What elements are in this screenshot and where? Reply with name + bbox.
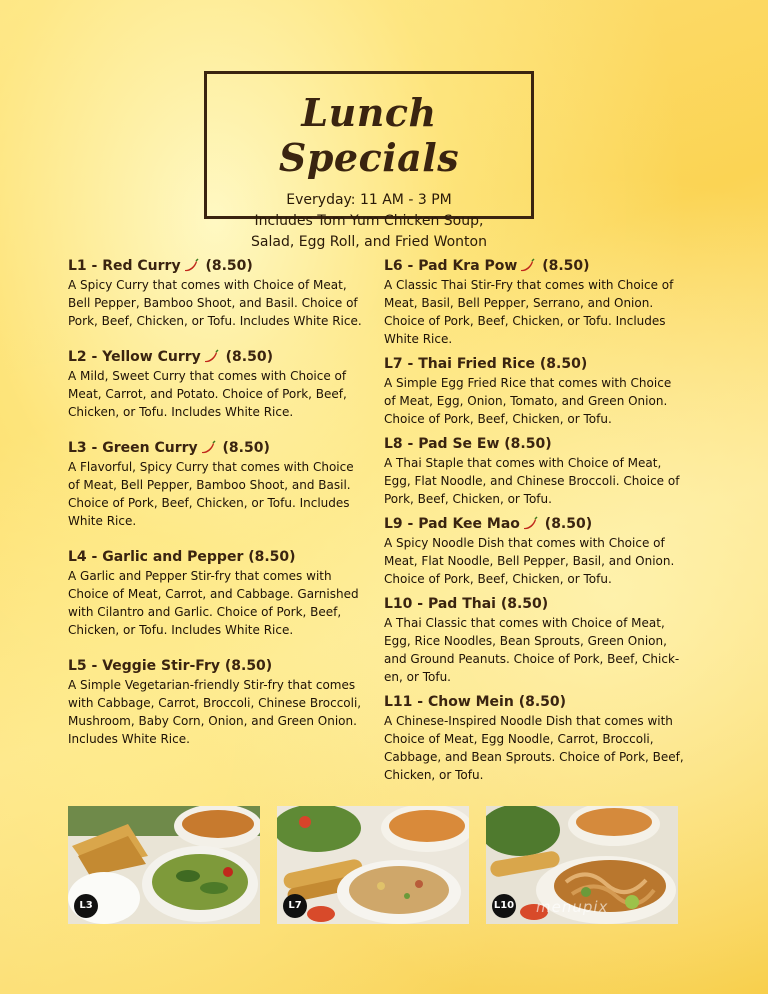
menu-item-description: A Spicy Curry that comes with Choice of Meat, Bell Pepper, Bamboo Shoot, and Basil. Choice of Pork, Beef, Chicken, or Tofu. Includes White Rice.	[68, 278, 362, 328]
menu-item	[68, 347, 368, 421]
food-photo-fried-rice	[277, 806, 469, 924]
menu-item	[384, 354, 684, 428]
menu-item	[68, 656, 368, 748]
menu-item	[384, 692, 684, 784]
header-box	[204, 71, 534, 250]
menu-item-price: (8.50)	[222, 440, 270, 456]
menu-item-name: L8 - Pad Se Ew	[384, 436, 500, 452]
menu-item-description: A Mild, Sweet Curry that comes with Choice of Meat, Carrot, and Potato. Choice of Pork, Beef, Chicken, or Tofu. Includes White Rice.	[68, 369, 347, 419]
menu-item	[384, 514, 684, 588]
menu-item-title	[68, 547, 368, 567]
menu-item-description: A Simple Egg Fried Rice that comes with Choice of Meat, Egg, Onion, Tomato, and Green Onion. Choice of Pork, Beef, Chicken, or Tofu.	[384, 376, 672, 426]
menu-item	[68, 256, 368, 330]
menu-item-title	[384, 256, 684, 276]
menu-item-title	[68, 256, 368, 276]
menu-item-name: L4 - Garlic and Pepper	[68, 549, 244, 565]
menu-item-price: (8.50)	[500, 596, 549, 612]
menu-item-title	[384, 434, 684, 454]
menu-item	[68, 438, 368, 530]
menu-item-price: (8.50)	[539, 356, 588, 372]
menu-item-description: A Flavorful, Spicy Curry that comes with Choice of Meat, Bell Pepper, Bamboo Shoot, and Basil. Choice of Pork, Beef, Chicken, or Tofu. Includes White Rice.	[68, 460, 354, 528]
menu-item	[384, 594, 684, 686]
menu-item-description: A Spicy Noodle Dish that comes with Choice of Meat, Flat Noodle, Bell Pepper, Basil, and Onion. Choice of Pork, Beef, Chicken, or Tofu.	[384, 536, 675, 586]
menu-item-description: A Chinese-Inspired Noodle Dish that comes with Choice of Meat, Egg Noodle, Carrot, Broccoli, Cabbage, and Bean Sprouts. Choice of Pork, Beef, Chicken, or Tofu.	[384, 714, 684, 782]
chili-pepper-icon	[200, 440, 216, 454]
chili-pepper-icon	[519, 258, 535, 272]
menu-item-title	[68, 438, 368, 458]
menu-item	[384, 434, 684, 508]
menu-item-name: L10 - Pad Thai	[384, 596, 496, 612]
photo-badge: L3	[74, 894, 98, 918]
chili-pepper-icon	[522, 516, 538, 530]
menu-item-description: A Classic Thai Stir-Fry that comes with Choice of Meat, Basil, Bell Pepper, Serrano, and Onion. Choice of Pork, Beef, Chicken, or Tofu. Includes White Rice.	[384, 278, 674, 346]
menu-column-left	[68, 256, 368, 765]
menu-item-title	[384, 594, 684, 614]
menu-item-name: L9 - Pad Kee Mao	[384, 516, 520, 532]
menu-item-description: A Simple Vegetarian-friendly Stir-fry that comes with Cabbage, Carrot, Broccoli, Chinese Broccoli, Mushroom, Baby Corn, Onion, and Green Onion. Includes White Rice.	[68, 678, 362, 746]
menu-item-name: L3 - Green Curry	[68, 440, 198, 456]
menu-item-price: (8.50)	[224, 658, 273, 674]
menu-item-name: L6 - Pad Kra Pow	[384, 258, 518, 274]
food-photo-green-curry	[68, 806, 260, 924]
photo-badge: L7	[283, 894, 307, 918]
menu-item-name: L5 - Veggie Stir-Fry	[68, 658, 220, 674]
menu-item	[384, 256, 684, 348]
menu-item-title	[384, 354, 684, 374]
menu-item-price: (8.50)	[518, 694, 567, 710]
includes-line-1: Includes Tom Yum Chicken Soup,	[254, 213, 484, 229]
includes-line-2: Salad, Egg Roll, and Fried Wonton	[251, 234, 487, 250]
menu-item-description: A Thai Classic that comes with Choice of Meat, Egg, Rice Noodles, Bean Sprouts, Green Onion, and Ground Peanuts. Choice of Pork, Beef, Chick-en, or Tofu.	[384, 616, 680, 684]
menu-item-price: (8.50)	[542, 258, 590, 274]
menu-item-price: (8.50)	[225, 349, 273, 365]
menu-item-title	[68, 347, 368, 367]
menu-item-title	[68, 656, 368, 676]
menu-column-right	[384, 256, 684, 790]
hours-text: Everyday: 11 AM - 3 PM	[286, 192, 452, 208]
menu-item-price: (8.50)	[544, 516, 593, 532]
menu-item-title	[384, 692, 684, 712]
menu-item-description: A Garlic and Pepper Stir-fry that comes with Choice of Meat, Carrot, and Cabbage. Garnished with Cilantro and Garlic. Choice of Pork, Beef, Chicken, or Tofu. Includes White Rice.	[68, 569, 359, 637]
menu-item-price: (8.50)	[504, 436, 552, 452]
chili-pepper-icon	[203, 349, 219, 363]
page-title: Lunch Specials	[278, 90, 460, 180]
menu-item-name: L1 - Red Curry	[68, 258, 181, 274]
menu-item-description: A Thai Staple that comes with Choice of Meat, Egg, Flat Noodle, and Chinese Broccoli. Choice of Pork, Beef, Chicken, or Tofu.	[384, 456, 680, 506]
menu-item-name: L7 - Thai Fried Rice	[384, 356, 535, 372]
chili-pepper-icon	[183, 258, 199, 272]
menu-item-name: L11 - Chow Mein	[384, 694, 514, 710]
menu-item-name: L2 - Yellow Curry	[68, 349, 201, 365]
menu-item-price: (8.50)	[205, 258, 253, 274]
watermark: menupix	[536, 898, 609, 916]
menu-item-price: (8.50)	[248, 549, 296, 565]
photo-badge: L10	[492, 894, 516, 918]
menu-item-title	[384, 514, 684, 534]
menu-item	[68, 547, 368, 639]
